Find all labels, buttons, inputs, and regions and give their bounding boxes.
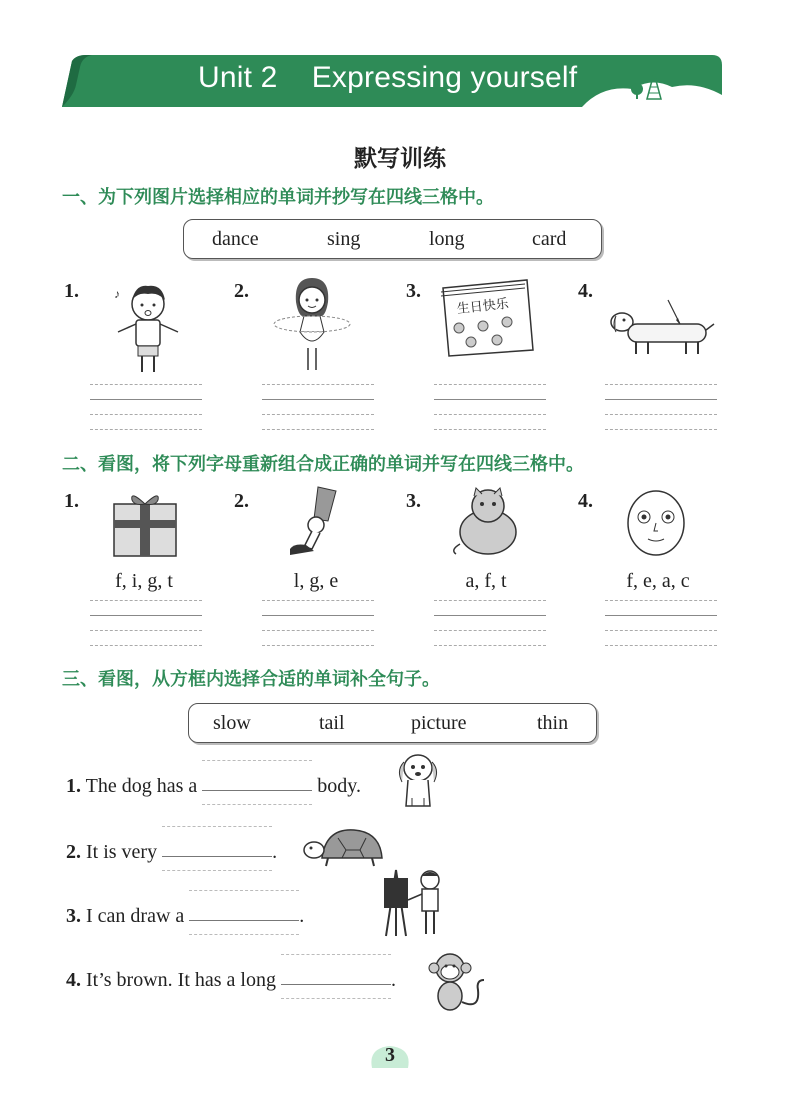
- writing-lines[interactable]: [434, 384, 546, 430]
- writing-lines[interactable]: [605, 384, 717, 430]
- gift-box-picture: [110, 490, 180, 558]
- long-dog-picture: [606, 298, 716, 360]
- birthday-card-picture: [437, 278, 535, 358]
- unit-title: Unit 2 Expressing yourself: [198, 61, 578, 94]
- sentence-text: body.: [317, 775, 361, 797]
- section1-title: 一、为下列图片选择相应的单词并抄写在四线三格中。: [62, 187, 494, 208]
- section1-word-box: [183, 219, 602, 259]
- sentence-text: .: [299, 905, 305, 927]
- letters-feac: f, e, a, c: [626, 570, 690, 592]
- s2-item-number: 2.: [234, 490, 249, 512]
- card-text: 生日快乐: [456, 296, 510, 318]
- boy-easel-picture: [382, 866, 446, 938]
- leg-picture: [284, 485, 344, 559]
- sentence-text: It’s brown. It has a long: [86, 969, 276, 991]
- word-picture: picture: [411, 712, 467, 734]
- writing-lines[interactable]: [90, 600, 202, 646]
- page-subtitle: 默写训练: [354, 146, 446, 172]
- answer-blank[interactable]: [202, 772, 312, 792]
- girl-dancing-picture: [270, 274, 354, 376]
- answer-blank[interactable]: [281, 966, 391, 986]
- sentence-text: The dog has a: [85, 775, 198, 797]
- letters-fig: f, i, g, t: [115, 570, 173, 592]
- fat-cat-picture: [448, 486, 522, 558]
- writing-lines[interactable]: [605, 600, 717, 646]
- word-slow: slow: [213, 712, 251, 734]
- s2-item-number: 1.: [64, 490, 79, 512]
- section2-title: 二、看图，将下列字母重新组合成正确的单词并写在四线三格中。: [62, 454, 584, 475]
- page-number: 3: [385, 1044, 395, 1066]
- monkey-picture: [428, 950, 488, 1016]
- letters-aft: a, f, t: [465, 570, 507, 592]
- s1-item-number: 3.: [406, 280, 421, 302]
- sentence-4: [66, 966, 396, 992]
- s2-item-number: 3.: [406, 490, 421, 512]
- writing-lines[interactable]: [262, 600, 374, 646]
- sentence-number: 3.: [66, 905, 81, 927]
- writing-lines[interactable]: [90, 384, 202, 430]
- boy-singing-picture: [108, 280, 188, 376]
- svg-text:♪: ♪: [114, 287, 120, 301]
- sentence-number: 2.: [66, 841, 81, 863]
- face-picture: [624, 487, 688, 557]
- s2-item-number: 4.: [578, 490, 593, 512]
- sentence-text: .: [272, 841, 278, 863]
- sentence-number: 1.: [66, 775, 81, 797]
- sentence-3: [66, 902, 304, 928]
- sentence-text: It is very: [86, 841, 158, 863]
- word-card: card: [532, 228, 567, 250]
- writing-lines[interactable]: [262, 384, 374, 430]
- turtle-picture: [302, 824, 386, 868]
- answer-blank[interactable]: [162, 838, 272, 858]
- sentence-text: .: [390, 969, 396, 991]
- sentence-text: I can draw a: [86, 905, 185, 927]
- sentence-2: [66, 838, 277, 864]
- word-sing: sing: [327, 228, 361, 250]
- section3-word-box: [188, 703, 597, 743]
- word-tail: tail: [319, 712, 345, 734]
- section3-title: 三、看图，从方框内选择合适的单词补全句子。: [62, 669, 440, 690]
- s1-item-number: 4.: [578, 280, 593, 302]
- writing-lines[interactable]: [434, 600, 546, 646]
- s1-item-number: 1.: [64, 280, 79, 302]
- word-long: long: [429, 228, 465, 250]
- sentence-number: 4.: [66, 969, 81, 991]
- dog-picture: [394, 750, 444, 812]
- page-number-badge: [368, 1040, 412, 1072]
- unit-banner: [62, 55, 722, 107]
- letters-lge: l, g, e: [293, 570, 339, 592]
- word-dance: dance: [212, 228, 259, 250]
- sentence-1: [66, 772, 361, 798]
- word-thin: thin: [537, 712, 569, 734]
- answer-blank[interactable]: [189, 902, 299, 922]
- s1-item-number: 2.: [234, 280, 249, 302]
